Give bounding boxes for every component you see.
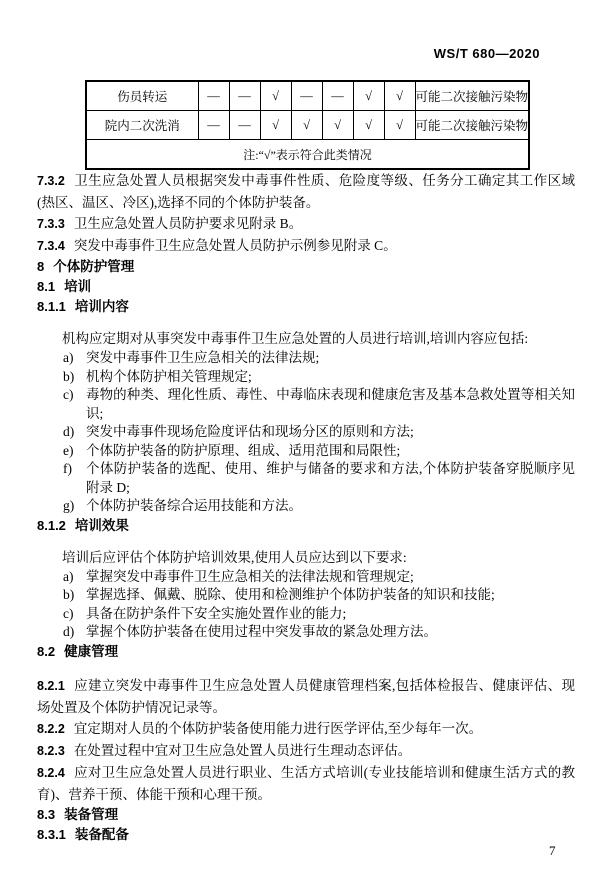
list-item	[63, 605, 575, 624]
clause-number: 7.3.4	[37, 239, 65, 253]
item-text: 个体防护装备的选配、使用、维护与储备的要求和方法,个体防护装备穿脱顺序见附录 D;	[86, 461, 575, 495]
heading-number: 8.3	[37, 806, 56, 822]
clause-text: 应建立突发中毒事件卫生应急处置人员健康管理档案,包括体检报告、健康评估、现场处置及个体防护情况记录等。	[37, 677, 575, 715]
item-text: 突发中毒事件现场危险度评估和现场分区的原则和方法;	[86, 424, 414, 439]
clause-8-2-4	[37, 762, 575, 805]
clause-text: 突发中毒事件卫生应急处置人员防护示例参见附录 C。	[73, 238, 397, 253]
clause-text: 卫生应急处置人员防护要求见附录 B。	[73, 216, 303, 231]
table-cell-check: √	[353, 111, 384, 140]
clause-text: 宜定期对人员的个体防护装备使用能力进行医学评估,至少每年一次。	[73, 720, 483, 736]
training-intro: 机构应定期对从事突发中毒事件卫生应急处置的人员进行培训,培训内容应包括:	[62, 331, 529, 346]
heading-title: 装备管理	[64, 806, 119, 822]
heading-title: 培训	[64, 279, 92, 294]
heading-number: 8.1.1	[37, 299, 66, 314]
list-item	[63, 423, 575, 442]
table-cell-check: √	[260, 81, 291, 111]
item-letter: a)	[63, 568, 74, 584]
list-item	[63, 586, 575, 605]
clause-number: 8.2.1	[37, 678, 65, 693]
heading-title: 培训内容	[74, 299, 129, 314]
item-letter: g)	[63, 498, 75, 513]
item-letter: a)	[63, 350, 74, 365]
table-cell-check: √	[384, 111, 415, 140]
heading-title: 健康管理	[64, 643, 119, 659]
item-text: 突发中毒事件卫生应急相关的法律法规;	[86, 350, 320, 365]
clause-text: 在处置过程中宜对卫生应急处置人员进行生理动态评估。	[73, 742, 412, 758]
table-row	[86, 81, 529, 111]
clause-7-3-2	[37, 170, 575, 213]
heading-title: 个体防护管理	[53, 259, 135, 274]
table-cell-check: —	[198, 81, 229, 111]
ppe-selection-table	[85, 80, 530, 170]
body-text	[37, 170, 575, 845]
table-cell-check: √	[322, 111, 353, 140]
clause-text: 应对卫生应急处置人员进行职业、生活方式培训(专业技能培训和健康生活方式的教育)、营养干预、体能干预和心理干预。	[37, 764, 575, 802]
item-text: 个体防护装备的防护原理、组成、适用范围和局限性;	[86, 442, 401, 458]
item-text: 掌握突发中毒事件卫生应急相关的法律法规和管理规定;	[86, 568, 414, 584]
heading-8-3	[37, 805, 575, 825]
item-letter: c)	[63, 605, 74, 621]
item-letter: b)	[63, 368, 75, 384]
table-note-row	[86, 140, 529, 170]
list-item	[63, 386, 575, 423]
item-text: 具备在防护条件下安全实施处置作业的能力;	[86, 605, 347, 621]
standard-number: WS/T 680—2020	[433, 46, 540, 61]
list-item	[63, 568, 575, 587]
list-item	[63, 368, 575, 387]
heading-title: 培训效果	[74, 517, 129, 533]
item-text: 个体防护装备综合运用技能和方法。	[86, 498, 302, 513]
table-cell-activity: 伤员转运	[86, 81, 198, 111]
table-cell-check: —	[229, 81, 260, 111]
list-item	[63, 460, 575, 497]
table-cell-check: —	[229, 111, 260, 140]
training-content-list	[37, 349, 575, 516]
heading-8-1-2	[37, 516, 575, 536]
item-letter: c)	[63, 387, 74, 402]
clause-number: 8.2.4	[37, 765, 65, 780]
table-note: 注:“√”表示符合此类情况	[86, 140, 529, 170]
clause-7-3-3	[37, 213, 575, 235]
clause-8-2-3	[37, 740, 575, 762]
table-row	[86, 111, 529, 140]
item-letter: d)	[63, 424, 75, 439]
heading-number: 8.2	[37, 643, 56, 659]
heading-8-1-1	[37, 297, 575, 317]
heading-number: 8.1.2	[37, 517, 66, 533]
heading-8-2	[37, 642, 575, 662]
list-item	[63, 497, 575, 516]
clause-8-2-2	[37, 718, 575, 740]
clause-8-2-1	[37, 675, 575, 718]
heading-number: 8.3.1	[37, 826, 66, 842]
page-number: 7	[549, 843, 556, 858]
list-item	[63, 623, 575, 642]
training-effect-list	[37, 568, 575, 642]
clause-number: 7.3.2	[37, 174, 65, 188]
heading-8-1	[37, 277, 575, 297]
heading-number: 8.1	[37, 279, 56, 294]
item-letter: d)	[63, 624, 75, 639]
table-cell-check: √	[291, 111, 322, 140]
item-text: 掌握个体防护装备在使用过程中突发事故的紧急处理方法。	[86, 624, 437, 639]
clause-number: 8.2.2	[37, 721, 65, 736]
item-text: 掌握选择、佩戴、脱除、使用和检测维护个体防护装备的知识和技能;	[86, 587, 495, 602]
list-item	[63, 442, 575, 461]
heading-number: 8	[37, 259, 45, 274]
table-cell-check: √	[353, 81, 384, 111]
heading-8	[37, 257, 575, 277]
effect-intro: 培训后应评估个体防护培训效果,使用人员应达到以下要求:	[62, 549, 407, 565]
item-letter: b)	[63, 587, 75, 602]
item-text: 机构个体防护相关管理规定;	[86, 368, 252, 384]
table-cell-check: √	[384, 81, 415, 111]
clause-number: 8.2.3	[37, 743, 65, 758]
table-cell-check: √	[260, 111, 291, 140]
heading-title: 装备配备	[74, 826, 129, 842]
table-cell-check: —	[198, 111, 229, 140]
clause-text: 卫生应急处置人员根据突发中毒事件性质、危险度等级、任务分工确定其工作区域(热区、温区、冷区),选择不同的个体防护装备。	[37, 173, 575, 210]
table-cell-activity: 院内二次洗消	[86, 111, 198, 140]
heading-8-3-1	[37, 825, 575, 845]
clause-7-3-4	[37, 235, 575, 257]
item-letter: f)	[63, 461, 72, 476]
item-letter: e)	[63, 442, 74, 458]
table-cell-check: —	[322, 81, 353, 111]
table-cell-remark: 可能二次接触污染物	[415, 81, 529, 111]
clause-number: 7.3.3	[37, 217, 65, 231]
table-cell-remark: 可能二次接触污染物	[415, 111, 529, 140]
item-text: 毒物的种类、理化性质、毒性、中毒临床表现和健康危害及基本急救处置等相关知识;	[86, 387, 575, 421]
table-cell-check: —	[291, 81, 322, 111]
list-item	[63, 349, 575, 368]
